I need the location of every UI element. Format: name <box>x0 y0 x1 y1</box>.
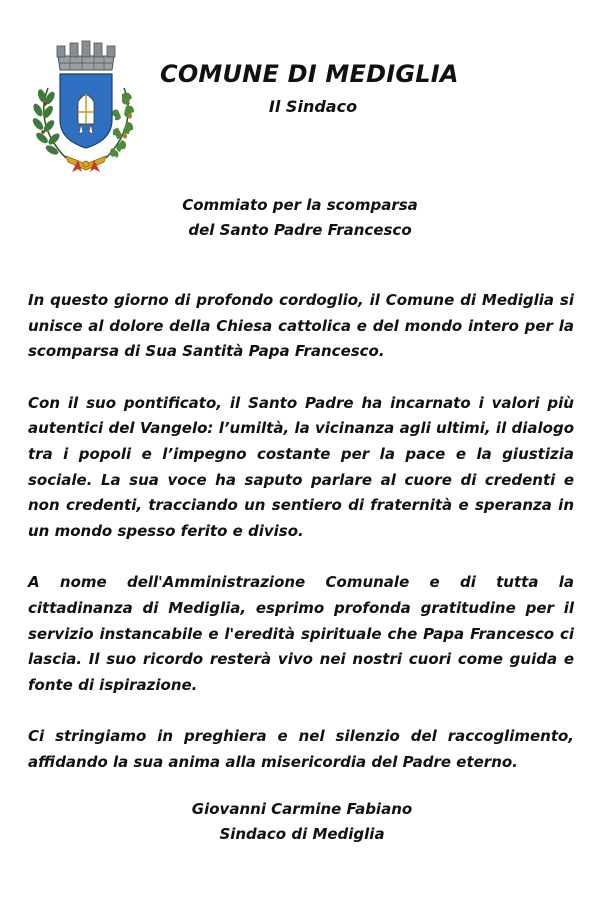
municipality-title: COMUNE DI MEDIGLIA <box>160 60 459 88</box>
body-paragraph-3: A nome dell'Amministrazione Comunale e di tutta la cittadinanza di Mediglia, esprimo profonda gratitudine per il servizio instancabile e l'eredità spirituale che Papa Francesco ci lascia. Il suo ricordo resterà vivo nei nostri cuori come guida e fonte di ispirazione. <box>28 573 574 694</box>
body-paragraph-2: Con il suo pontificato, il Santo Padre ha incarnato i valori più autentici del Vangelo: l’umiltà, la vicinanza agli ultimi, il dialogo tra i popoli e l’impegno costante per la pace e la giustizia sociale. La sua voce ha saputo parlare al cuore di credenti e non credenti, tracciando un sentiero di fraternità e speranza in un mondo spesso ferito e diviso. <box>28 393 574 540</box>
ribbon <box>66 156 106 172</box>
shield <box>60 74 112 148</box>
letter-body <box>28 288 574 802</box>
signatory-name: Giovanni Carmine Fabiano <box>191 800 413 818</box>
mayor-subtitle: Il Sindaco <box>268 97 358 116</box>
municipal-coat-of-arms-icon <box>26 36 146 172</box>
body-paragraph-1: In questo giorno di profondo cordoglio, il Comune di Mediglia si unisce al dolore della Chiesa cattolica e del mondo intero per la scomparsa di Sua Santità Papa Francesco. <box>28 291 574 361</box>
subject-line-2: del Santo Padre Francesco <box>188 221 412 239</box>
mural-crown <box>57 41 115 70</box>
subject-line-1: Commiato per la scomparsa <box>182 196 418 214</box>
body-paragraph-4: Ci stringiamo in preghiera e nel silenzio del raccoglimento, affidando la sua anima alla misericordia del Padre eterno. <box>28 727 574 771</box>
signatory-role: Sindaco di Mediglia <box>219 825 385 843</box>
subject-heading <box>150 193 450 243</box>
signature-block <box>150 797 454 847</box>
